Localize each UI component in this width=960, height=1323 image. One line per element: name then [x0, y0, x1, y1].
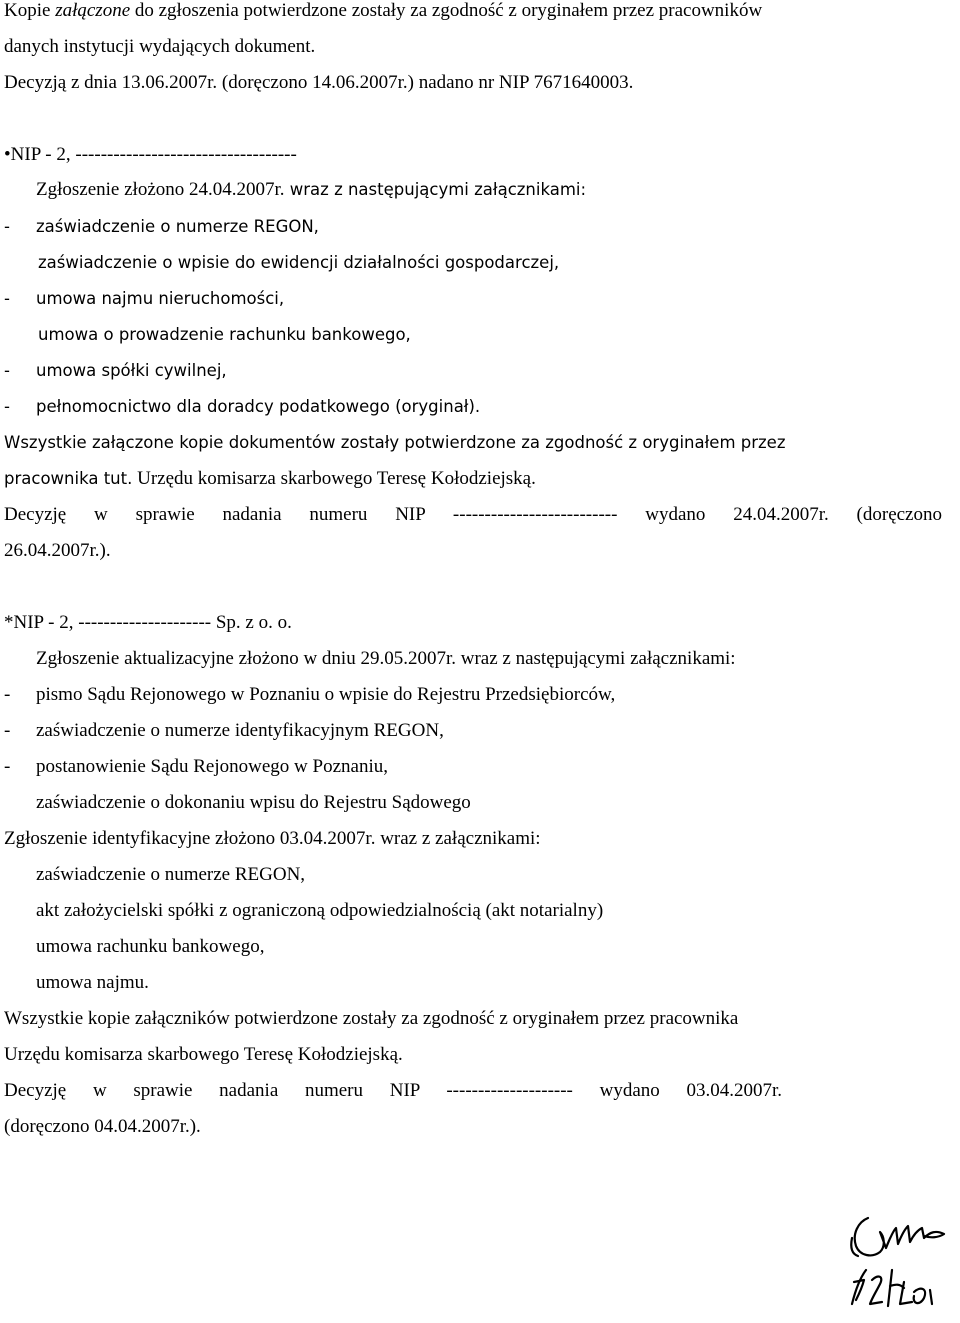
confirmation-line-1: Wszystkie załączone kopie dokumentów zostały potwierdzone za zgodność z oryginałem przez	[4, 433, 786, 452]
intro-text-start: Kopie	[4, 0, 56, 21]
list-dash: -	[4, 720, 11, 741]
intro-line-1	[4, 0, 762, 22]
submission-line-1	[36, 179, 586, 201]
confirmation-line-3: Wszystkie kopie załączników potwierdzone zostały za zgodność z oryginałem przez pracownika	[4, 1008, 739, 1029]
id-attachment-item: zaświadczenie o numerze REGON,	[36, 864, 306, 885]
update-attachment-item: zaświadczenie o dokonaniu wpisu do Rejestru Sądowego	[36, 792, 471, 813]
attachment-item: pełnomocnictwo dla doradcy podatkowego (oryginał).	[36, 397, 481, 416]
intro-text-end: do zgłoszenia potwierdzone zostały za zgodność z oryginałem przez pracowników	[130, 0, 763, 21]
nip-heading-2: *NIP - 2, --------------------- Sp. z o. o.	[4, 612, 292, 633]
intro-line-2: danych instytucji wydających dokument.	[4, 36, 316, 57]
intro-italic-word: załączone	[55, 0, 131, 21]
list-dash: -	[4, 289, 10, 308]
submission-date: Zgłoszenie złożono 24.04.2007r.	[36, 179, 285, 200]
id-attachment-item: umowa rachunku bankowego,	[36, 936, 265, 957]
decision-line-4: (doręczono 04.04.2007r.).	[4, 1116, 201, 1137]
list-dash: -	[4, 217, 10, 236]
attachment-item: umowa najmu nieruchomości,	[36, 289, 285, 308]
list-dash: -	[4, 397, 10, 416]
list-dash: -	[4, 756, 11, 777]
nip-assignment-line: Decyzją z dnia 13.06.2007r. (doręczono 14.06.2007r.) nadano nr NIP 7671640003.	[4, 72, 634, 93]
attachment-item: umowa spółki cywilnej,	[36, 361, 227, 380]
update-attachment-item: zaświadczenie o numerze identyfikacyjnym REGON,	[36, 720, 444, 741]
update-attachment-item: postanowienie Sądu Rejonowego w Poznaniu,	[36, 756, 388, 777]
update-submission-line	[36, 648, 736, 670]
list-dash: -	[4, 361, 10, 380]
submission-tail: wraz z następującymi załącznikami:	[284, 180, 587, 199]
update-submission-tail: wraz z następującymi załącznikami:	[456, 648, 736, 669]
decision-line-1: Decyzję w sprawie nadania numeru NIP -------------------------- wydano 24.04.2007r. (doręczono	[4, 504, 942, 525]
confirmation-line-2-end: Urzędu komisarza skarbowego Teresę Kołodziejską.	[132, 468, 536, 489]
confirmation-line-2-start: pracownika tut.	[4, 469, 133, 488]
decision-line-2: 26.04.2007r.).	[4, 540, 111, 561]
list-dash: -	[4, 684, 11, 705]
id-attachment-item: akt założycielski spółki z ograniczoną odpowiedzialnością (akt notarialny)	[36, 900, 604, 921]
handwritten-signature	[846, 1208, 956, 1318]
nip-heading-1: •NIP - 2, -----------------------------------	[4, 144, 297, 165]
attachment-item: zaświadczenie o numerze REGON,	[36, 217, 319, 236]
update-submission-date: Zgłoszenie aktualizacyjne złożono w dniu 29.05.2007r.	[36, 648, 456, 669]
decision-line-3: Decyzję w sprawie nadania numeru NIP -------------------- wydano 03.04.2007r.	[4, 1080, 782, 1101]
attachment-item: zaświadczenie o wpisie do ewidencji działalności gospodarczej,	[38, 253, 560, 272]
identification-line: Zgłoszenie identyfikacyjne złożono 03.04.2007r. wraz z załącznikami:	[4, 828, 541, 849]
confirmation-line-2	[4, 468, 536, 490]
attachment-item: umowa o prowadzenie rachunku bankowego,	[38, 325, 411, 344]
id-attachment-item: umowa najmu.	[36, 972, 149, 993]
update-attachment-item: pismo Sądu Rejonowego w Poznaniu o wpisie do Rejestru Przedsiębiorców,	[36, 684, 616, 705]
confirmation-line-4: Urzędu komisarza skarbowego Teresę Kołodziejską.	[4, 1044, 403, 1065]
